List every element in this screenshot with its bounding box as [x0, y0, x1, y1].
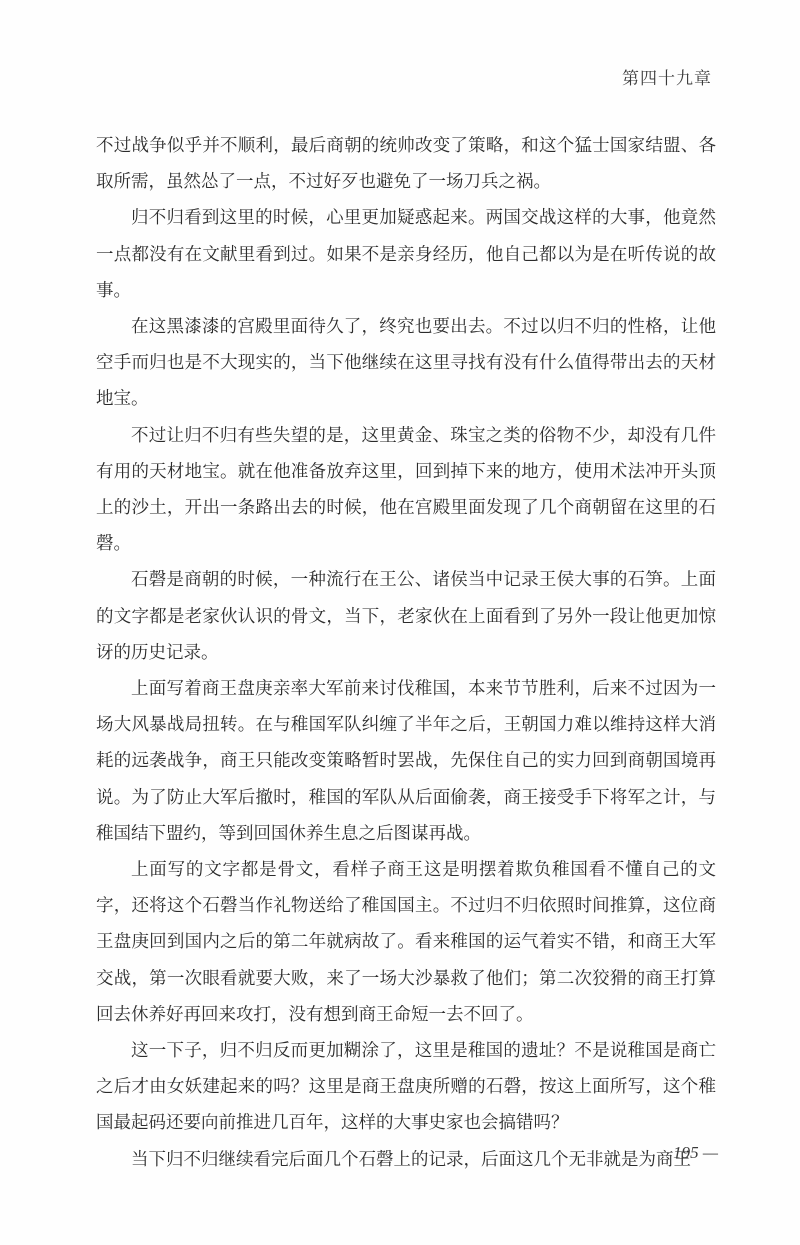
paragraph: 上面写的文字都是骨文，看样子商王这是明摆着欺负稚国看不懂自己的文字，还将这个石磬当作礼物送给了稚国国主。不过归不归依照时间推算，这位商王盘庚回到国内之后的第二年就病故了。看来稚国的运气着实不错，和商王大军交战，第一次眼看就要大败，来了一场大沙暴救了他们；第二次狡猾的商王打算回去休养好再回来攻打，没有想到商王命短一去不回了。	[96, 860, 716, 1025]
body-text	[96, 128, 716, 1178]
paragraph: 不过让归不归有些失望的是，这里黄金、珠宝之类的俗物不少，却没有几件有用的天材地宝。就在他准备放弃这里，回到掉下来的地方，使用术法冲开头顶上的沙土，开出一条路出去的时候，他在宫殿里面发现了几个商朝留在这里的石磬。	[96, 425, 716, 555]
paragraph: 上面写着商王盘庚亲率大军前来讨伐稚国，本来节节胜利，后来不过因为一场大风暴战局扭转。在与稚国军队纠缠了半年之后，王朝国力难以维持这样大消耗的远袭战争，商王只能改变策略暂时罢战，先保住自己的实力回到商朝国境再说。为了防止大军后撤时，稚国的军队从后面偷袭，商王接受手下将军之计，与稚国结下盟约，等到回国休养生息之后图谋再战。	[96, 679, 716, 844]
paragraph: 在这黑漆漆的宫殿里面待久了，终究也要出去。不过以归不归的性格，让他空手而归也是不大现实的，当下他继续在这里寻找有没有什么值得带出去的天材地宝。	[96, 317, 716, 410]
paragraph: 归不归看到这里的时候，心里更加疑惑起来。两国交战这样的大事，他竟然一点都没有在文献里看到过。如果不是亲身经历，他自己都以为是在听传说的故事。	[96, 208, 716, 301]
paragraph: 这一下子，归不归反而更加糊涂了，这里是稚国的遗址？不是说稚国是商亡之后才由女妖建起来的吗？这里是商王盘庚所赠的石磬，按这上面所写，这个稚国最起码还要向前推进几百年，这样的大事史家也会搞错吗？	[96, 1041, 716, 1134]
paragraph: 不过战争似乎并不顺利，最后商朝的统帅改变了策略，和这个猛士国家结盟、各取所需，虽然怂了一点，不过好歹也避免了一场刀兵之祸。	[96, 136, 716, 193]
page-number: 195 —	[673, 1143, 718, 1162]
paragraph: 当下归不归继续看完后面几个石磬上的记录，后面这几个无非就是为商王	[131, 1149, 691, 1170]
paragraph: 石磬是商朝的时候，一种流行在王公、诸侯当中记录王侯大事的石笋。上面的文字都是老家伙认识的骨文，当下，老家伙在上面看到了另外一段让他更加惊讶的历史记录。	[96, 570, 716, 663]
chapter-running-head: 第四十九章	[622, 69, 712, 89]
